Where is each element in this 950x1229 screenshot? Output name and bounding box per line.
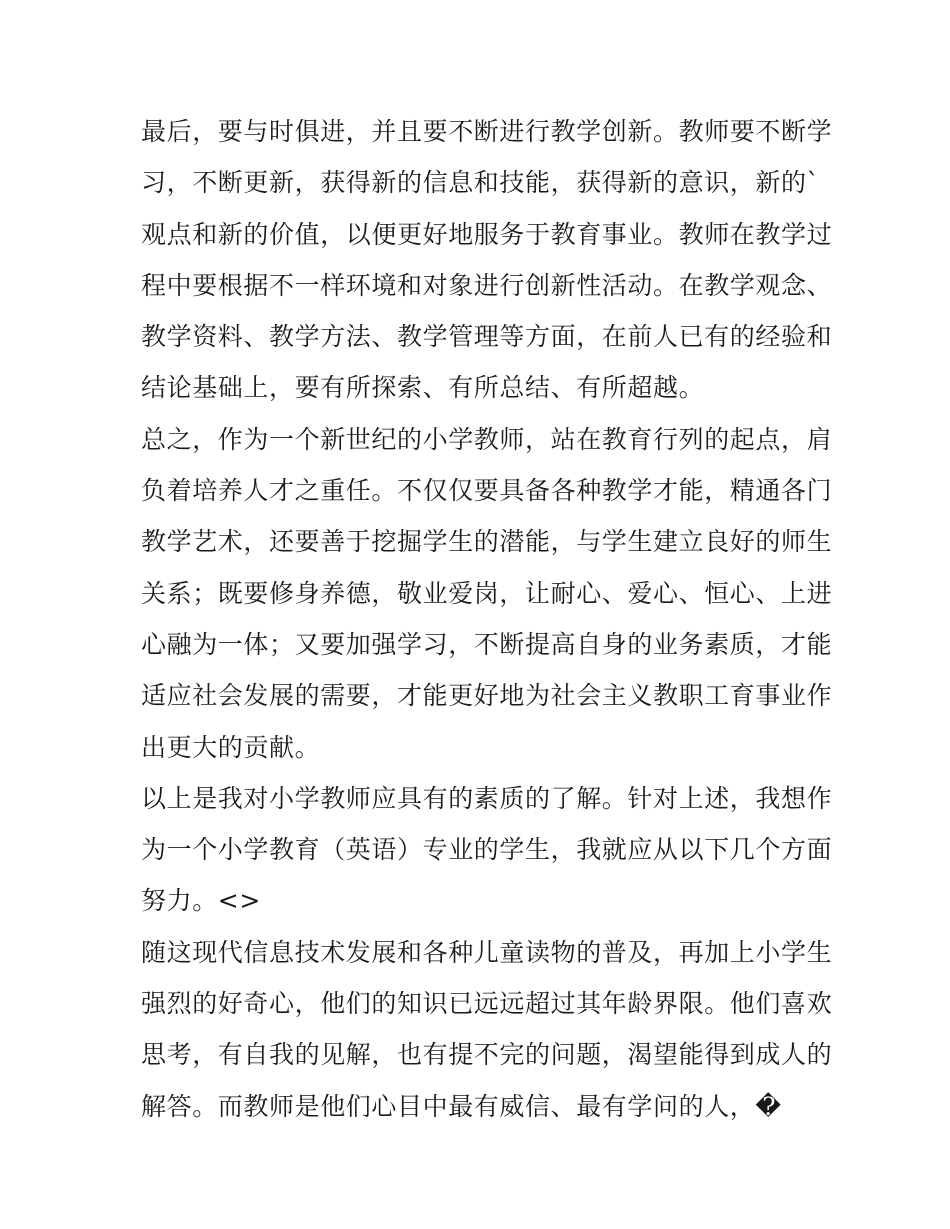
text-line: 思考，有自我的见解，也有提不完的问题，渴望能得到成人的 [141, 1040, 833, 1070]
text-line: 教学资料、教学方法、教学管理等方面，在前人已有的经验和 [141, 322, 833, 352]
text-line: 强烈的好奇心，他们的知识已远远超过其年龄界限。他们喜欢 [141, 989, 833, 1019]
text-line: 为一个小学教育（英语）专业的学生，我就应从以下几个方面 [141, 835, 833, 865]
text-line: 努力。<> [141, 886, 261, 916]
text-line: 最后，要与时俱进，并且要不断进行教学创新。教师要不断学 [141, 117, 833, 146]
text-line: 出更大的贡献。 [141, 732, 321, 762]
text-line: 解答。而教师是他们心目中最有威信、最有学问的人，� [141, 1091, 782, 1121]
text-line: 负着培养人才之重任。不仅仅要具备各种教学才能，精通各门 [141, 476, 833, 506]
text-line: 随这现代信息技术发展和各种儿童读物的普及，再加上小学生 [141, 937, 833, 967]
text-line: 程中要根据不一样环境和对象进行创新性活动。在教学观念、 [141, 270, 833, 300]
text-line: 以上是我对小学教师应具有的素质的了解。针对上述，我想作 [141, 783, 833, 813]
text-line: 教学艺术，还要善于挖掘学生的潜能，与学生建立良好的师生 [141, 527, 833, 557]
text-line: 心融为一体；又要加强学习，不断提高自身的业务素质，才能 [141, 629, 833, 659]
text-line: 关系；既要修身养德，敬业爱岗，让耐心、爱心、恒心、上进 [141, 578, 833, 608]
paragraph-information-age [141, 927, 833, 1132]
text-line: 观点和新的价值，以便更好地服务于教育事业。教师在教学过 [141, 219, 833, 249]
text-line: 适应社会发展的需要，才能更好地为社会主义教职工育事业作 [141, 681, 833, 711]
paragraph-innovation [141, 106, 833, 414]
paragraph-understanding [141, 773, 833, 927]
text-line: 总之，作为一个新世纪的小学教师，站在教育行列的起点，肩 [141, 424, 833, 454]
paragraph-summary [141, 414, 833, 773]
document-body [141, 106, 833, 1132]
text-line: 结论基础上，要有所探索、有所总结、有所超越。 [141, 373, 705, 403]
text-line: 习，不断更新，获得新的信息和技能，获得新的意识，新的` [141, 168, 820, 198]
